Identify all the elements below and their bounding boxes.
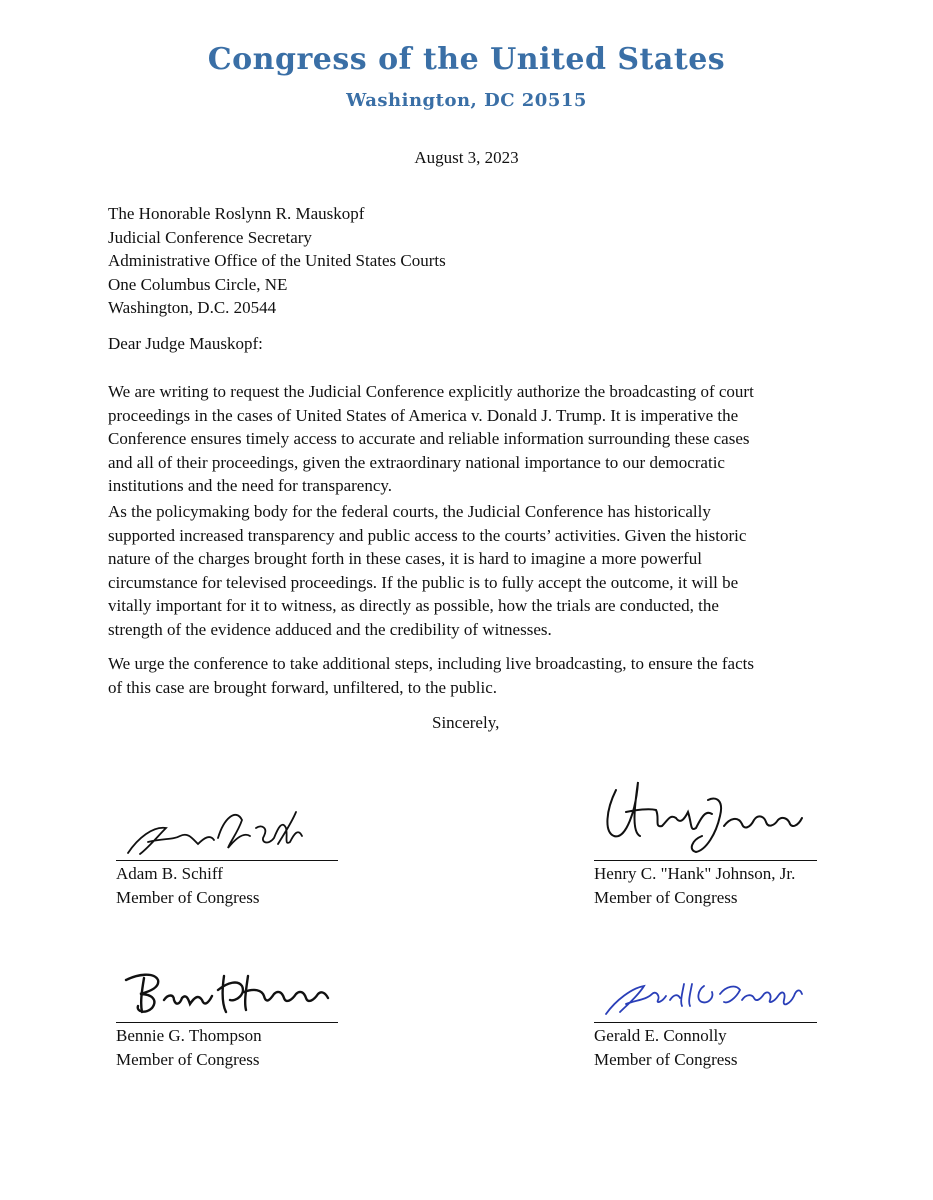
paragraph-line: strength of the evidence adduced and the credibility of witnesses. bbox=[108, 619, 552, 639]
paragraph-line: nature of the charges brought forth in these cases, it is hard to imagine a more powerful bbox=[108, 549, 703, 568]
paragraph-line: vitally important for it to witness, as directly as possible, how the trials are conducted, the bbox=[108, 596, 719, 615]
paragraph-line: circumstance for televised proceedings. If the public is to fully accept the outcome, it will be bbox=[108, 572, 739, 592]
paragraph-line: As the policymaking body for the federal courts, the Judicial Conference has historically bbox=[108, 502, 711, 521]
signature-line bbox=[594, 1022, 817, 1023]
signatory-name: Adam B. Schiff bbox=[116, 864, 223, 883]
salutation: Dear Judge Mauskopf: bbox=[108, 334, 263, 353]
signatory-name: Henry C. "Hank" Johnson, Jr. bbox=[594, 864, 796, 883]
body-paragraph-2 bbox=[108, 500, 828, 641]
signature-line bbox=[116, 860, 338, 861]
recipient-line: One Columbus Circle, NE bbox=[108, 274, 288, 294]
paragraph-line: proceedings in the cases of United States of America v. Donald J. Trump. It is imperative the bbox=[108, 405, 739, 425]
letter-date: August 3, 2023 bbox=[414, 148, 519, 167]
signatory-title: Member of Congress bbox=[594, 888, 738, 907]
paragraph-line: Conference ensures timely access to accurate and reliable information surrounding these cases bbox=[108, 429, 750, 448]
recipient-line: Washington, D.C. 20544 bbox=[108, 298, 277, 317]
signatory-name: Bennie G. Thompson bbox=[116, 1026, 262, 1045]
signature-johnson bbox=[596, 770, 818, 860]
signature-line bbox=[116, 1022, 338, 1023]
paragraph-line: of this case are brought forward, unfiltered, to the public. bbox=[108, 677, 497, 697]
paragraph-line: We urge the conference to take additional steps, including live broadcasting, to ensure the facts bbox=[108, 654, 754, 673]
paragraph-line: supported increased transparency and public access to the courts’ activities. Given the historic bbox=[108, 525, 747, 545]
signatory-title: Member of Congress bbox=[594, 1050, 738, 1069]
signatory-title: Member of Congress bbox=[116, 1050, 260, 1069]
closing: Sincerely, bbox=[432, 713, 500, 732]
body-paragraph-3 bbox=[108, 652, 828, 699]
signature-schiff bbox=[118, 798, 318, 860]
paragraph-line: We are writing to request the Judicial Conference explicitly authorize the broadcasting of court bbox=[108, 382, 754, 401]
recipient-line: Administrative Office of the United States Courts bbox=[108, 251, 446, 270]
paragraph-line: institutions and the need for transparency. bbox=[108, 476, 393, 495]
signature-thompson bbox=[118, 960, 340, 1022]
signatory-title: Member of Congress bbox=[116, 888, 260, 907]
letterhead-title: Congress of the United States bbox=[207, 42, 726, 77]
recipient-line: Judicial Conference Secretary bbox=[108, 227, 312, 247]
signature-connolly bbox=[596, 970, 818, 1022]
body-paragraph-1 bbox=[108, 380, 828, 498]
recipient-address bbox=[108, 202, 446, 320]
signatory-name: Gerald E. Connolly bbox=[594, 1026, 727, 1045]
letterhead-address: Washington, DC 20515 bbox=[346, 90, 587, 111]
signature-line bbox=[594, 860, 817, 861]
paragraph-line: and all of their proceedings, given the extraordinary national importance to our democratic bbox=[108, 452, 725, 472]
recipient-line: The Honorable Roslynn R. Mauskopf bbox=[108, 204, 365, 223]
